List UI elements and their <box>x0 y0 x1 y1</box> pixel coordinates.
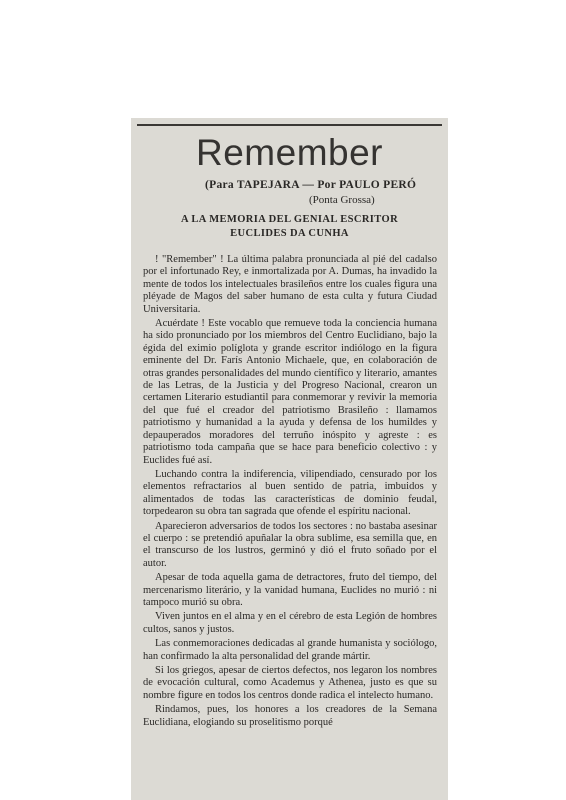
article-title: Remember <box>196 132 383 173</box>
article-city: (Ponta Grossa) <box>309 194 375 206</box>
subheading-line-2: EUCLIDES DA CUNHA <box>230 228 349 239</box>
paragraph: Acuérdate ! Este vocablo que remueve toda la conciencia humana ha sido pronunciado por los miembros del Centro Euclidiano, bajo la égida del eximio políglota y grande escritor indiólogo en la figura eminente del Dr. Farís Antonio Michaele, que, en colaboración de otras grandes personalidades del mundo científico y literario, amantes de las Letras, de la Justicia y del Progreso Nacional, crearon un certamen Literario estudiantil para conmemorar y revivir la memoria del que fué el creador del patriotismo Brasileño : llamamos patriotismo y humanidad a la ayuda y defensa de los humildes y depauperados moradores del terruño inóspito y agreste : es patriotismo toda campaña que se hace para beneficio colectivo : y Euclides fué así. <box>143 318 437 466</box>
paragraph: Rindamos, pues, los honores a los creadores de la Semana Euclidiana, elogiando su proselitismo porqué <box>143 704 437 728</box>
article-byline: (Para TAPEJARA — Por PAULO PERÓ <box>205 179 417 191</box>
paragraph: Si los griegos, apesar de ciertos defectos, nos legaron los nombres de evocación cultural, como Academus y Athenea, justo es que su nombre figure en todos los centros donde radica el intelecto humano. <box>143 665 437 701</box>
subheading-line-1: A LA MEMORIA DEL GENIAL ESCRITOR <box>180 214 399 225</box>
newspaper-clipping <box>131 118 448 800</box>
paragraph: Luchando contra la indiferencia, vilipendiado, censurado por los elementos refractarios al buen sentido de patria, imbuidos y alimentados de todas las características de dominio feudal, torpedearon su obra tan sagrada que ofende el espíritu nacional. <box>143 468 437 518</box>
paragraph: Las conmemoraciones dedicadas al grande humanista y sociólogo, han confirmado la alta personalidad del grande mártir. <box>143 638 437 662</box>
paragraph: Aparecieron adversarios de todos los sectores : no bastaba asesinar el cuerpo : se pretendió apuñalar la obra sublime, esa semilla que, en el transcurso de los lustros, germinó y dió el fruto soñado por el autor. <box>143 520 437 569</box>
article-body <box>143 254 437 731</box>
paragraph: Apesar de toda aquella gama de detractores, fruto del tiempo, del mercenarismo literário, y la vanidad humana, Euclides no murió : ni tampoco murió su obra. <box>143 572 437 608</box>
paragraph: Viven juntos en el alma y en el cérebro de esta Legión de hombres cultos, sanos y justos. <box>143 611 437 635</box>
top-rule <box>137 124 442 126</box>
paragraph: ! "Remember" ! La última palabra pronunciada al pié del cadalso por el infortunado Rey, e inmortalizada por A. Dumas, ha invadido la mente de todos los intelectuales brasileños entre los cuales figura una pléyade de Magos del saber humano de esta culta y futura Ciudad Universitaria. <box>143 254 437 315</box>
